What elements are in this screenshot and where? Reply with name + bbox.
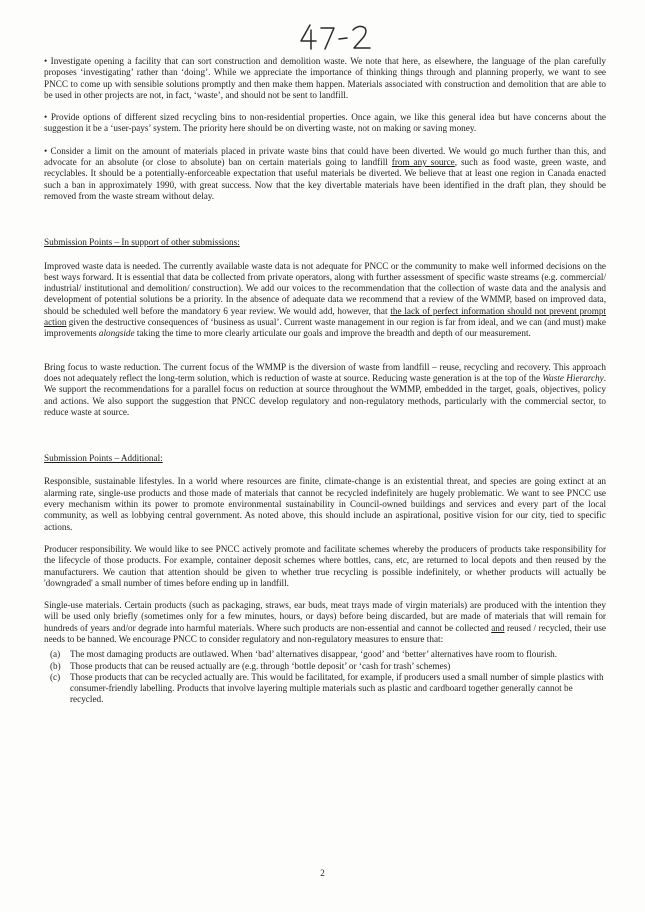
paragraph-single-use-materials: Single-use materials. Certain products (such as packaging, straws, ear buds, meat trays made of virgin materials) are produced with the intention they will be used only briefly (sometimes only for a few minutes, hours, or days) before being discarded, but are made of materials that will remain for hundreds of years and/or degrade into harmful materials. Where such products are non-essential and cannot be collected and reused / recycled, their use needs to be banned. We encourage PNCC to consider regulatory and non-regulatory measures to ensure that: bbox=[44, 600, 606, 644]
bullet-construction-waste: • Investigate opening a facility that can sort construction and demolition waste. We note that here, as elsewhere, the language of the plan carefully proposes ‘investigating’ rather than ‘doing’. While we appreciate the importance of thinking things through and planning properly, we want to see PNCC to come up with sensible solutions promptly and then make them happen. Materials associated with construction and demolition that are able to be used in other projects are not, in fact, ‘waste’, and should not be sent to landfill. bbox=[44, 56, 606, 100]
paragraph-producer-responsibility: Producer responsibility. We would like to see PNCC actively promote and facilitate schemes whereby the producers of products take responsibility for the lifecycle of those products. For example, container deposit schemes where bottles, cans, etc, are returned to local depots and then reused by the manufacturers. We caution that attention should be given to whether true recycling is possible indefinitely, or whether products will actually be 'downgraded' a small number of times before ending up in landfill. bbox=[44, 543, 606, 588]
measures-list bbox=[44, 649, 606, 705]
paragraph-waste-data: Improved waste data is needed. The currently available waste data is not adequate for PNCC or the community to make well informed decisions on the best ways forward. It is essential that data be collected from private operators, along with further assessment of specific waste streams (e.g. commercial/ industrial/ institutional and demolition/ construction). We add our voices to the recommendation that the collection of waste data and the analysis and development of potential solutions be a priority. In the absence of adequate data we recommend that a review of the WMMP, based on improved data, should be scheduled well before the mandatory 6 year review. We would add, however, that the lack of perfect information should not prevent prompt action given the destructive consequences of ‘business as usual’. Current waste management in our region is far from ideal, and we can (and must) make improvements alongside taking the time to more clearly articulate our goals and improve the breadth and depth of our measurement. bbox=[44, 260, 606, 339]
handwritten-annotation bbox=[296, 22, 376, 52]
bullet-recycling-bins: • Provide options of different sized recycling bins to non-residential properties. Once again, we like this general idea but have concerns about the suggestion it be a ‘user-pays’ system. The priority here should be on diverting waste, not on making or saving money. bbox=[44, 112, 606, 134]
bullet-landfill-ban: • Consider a limit on the amount of materials placed in private waste bins that could have been diverted. We would go much further than this, and advocate for an absolute (or close to absolute) ban on certain materials going to landfill from any source, such as food waste, green waste, and recyclables. It should be a potentially-enforceable expectation that useful materials be diverted. We believe that at least one region in Canada enacted such a ban in approximately 1990, with great success. Now that the key divertable materials have been identified in the draft plan, they should be removed from the waste stream without delay. bbox=[44, 145, 606, 201]
paragraph-sustainable-lifestyles: Responsible, sustainable lifestyles. In a world where resources are finite, climate-change is an existential threat, and species are going extinct at an alarming rate, single-use products and those made of materials that cannot be recycled indefinitely are hugely problematic. We want to see PNCC use every mechanism within its power to promote environmental sustainability in Council-owned buildings and services and every part of the local community, as well as lobbying central government. As noted above, this should include an aspirational, positive vision for our city, tied to specific actions. bbox=[44, 476, 606, 532]
paragraph-waste-reduction: Bring focus to waste reduction. The current focus of the WMMP is the diversion of waste from landfill – reuse, recycling and recovery. This approach does not adequately reflect the long-term solution, which is reduction of waste at source. Reducing waste generation is at the top of the Waste Hierarchy. We support the recommendations for a parallel focus on reduction at source throughout the WMMP, embedded in the target, goals, objectives, policy and actions. We also support the suggestion that PNCC develop regulatory and non-regulatory methods, particularly with the commercial sector, to reduce waste at source. bbox=[44, 361, 606, 417]
section-heading-additional: Submission Points – Additional: bbox=[44, 453, 163, 464]
document-body bbox=[44, 56, 606, 706]
list-item: (a) The most damaging products are outlawed. When ‘bad’ alternatives disappear, ‘good’ and ‘better’ alternatives have room to flourish. bbox=[50, 649, 558, 660]
list-item: (b) Those products that can be reused actually are (e.g. through ‘bottle deposit’ or ‘cash for trash’ schemes) bbox=[50, 660, 451, 671]
list-item: (c) Those products that can be recycled actually are. This would be facilitated, for example, if producers used a small number of simple plastics with consumer-friendly labelling. Products that involve layering multiple materials such as plastic and cardboard together generally cannot be recycled. bbox=[50, 671, 604, 705]
section-heading-support: Submission Points – In support of other submissions: bbox=[44, 237, 240, 248]
page-number: 2 bbox=[320, 868, 325, 878]
